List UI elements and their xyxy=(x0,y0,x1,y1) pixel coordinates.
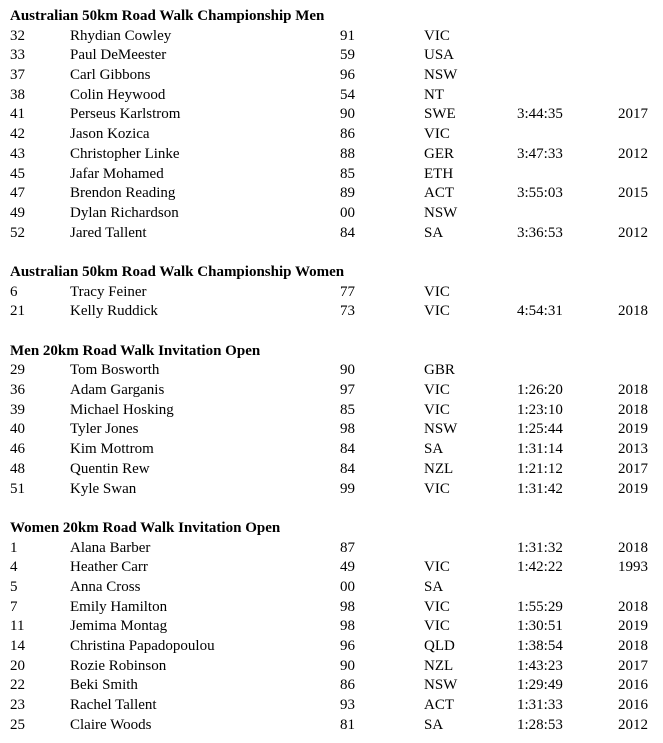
state-code: GER xyxy=(424,145,454,162)
best-time-year: 2018 xyxy=(618,638,648,654)
entry-row xyxy=(0,204,663,224)
event-title: Women 20km Road Walk Invitation Open xyxy=(10,519,281,536)
birth-year: 84 xyxy=(340,224,355,241)
bib-number: 51 xyxy=(10,480,25,497)
athlete-name: Heather Carr xyxy=(70,559,148,576)
bib-number: 48 xyxy=(10,460,25,477)
bib-number: 4 xyxy=(10,559,18,576)
athlete-name: Anna Cross xyxy=(70,578,141,595)
best-time-year: 2019 xyxy=(618,421,648,438)
athlete-name: Alana Barber xyxy=(70,539,151,556)
state-code: ACT xyxy=(424,697,454,714)
best-time-year: 2015 xyxy=(618,185,648,202)
entry-row xyxy=(0,420,663,440)
entry-row xyxy=(0,361,663,381)
bib-number: 6 xyxy=(10,283,18,300)
entry-row xyxy=(0,302,663,322)
birth-year: 73 xyxy=(340,303,355,320)
state-code: SWE xyxy=(424,106,456,123)
entry-row xyxy=(0,66,663,86)
birth-year: 93 xyxy=(340,697,355,714)
entry-row xyxy=(0,283,663,303)
state-code: NZL xyxy=(424,460,454,477)
entry-row xyxy=(0,617,663,637)
athlete-name: Tyler Jones xyxy=(70,421,139,438)
best-time-year: 2017 xyxy=(618,460,648,477)
best-time-year: 2012 xyxy=(618,145,648,162)
birth-year: 54 xyxy=(340,86,355,103)
best-time: 4:54:31 xyxy=(517,303,563,320)
entry-row xyxy=(0,696,663,716)
section-spacer xyxy=(0,243,663,263)
best-time: 3:44:35 xyxy=(517,106,563,123)
entry-row xyxy=(0,105,663,125)
entry-row xyxy=(0,86,663,106)
athlete-name: Colin Heywood xyxy=(70,86,166,103)
athlete-name: Michael Hosking xyxy=(70,401,174,418)
birth-year: 87 xyxy=(340,539,355,556)
best-time: 3:55:03 xyxy=(517,185,563,202)
birth-year: 89 xyxy=(340,185,355,202)
athlete-name: Adam Garganis xyxy=(70,382,165,399)
state-code: USA xyxy=(424,47,455,64)
entry-row xyxy=(0,480,663,500)
birth-year: 96 xyxy=(340,67,355,84)
birth-year: 97 xyxy=(340,382,355,399)
state-code: NT xyxy=(424,86,444,103)
birth-year: 88 xyxy=(340,145,355,162)
state-code: NSW xyxy=(424,67,458,84)
bib-number: 45 xyxy=(10,165,25,182)
entry-row xyxy=(0,460,663,480)
athlete-name: Rozie Robinson xyxy=(70,657,167,674)
best-time-year: 2019 xyxy=(618,480,648,497)
birth-year: 98 xyxy=(340,618,355,635)
athlete-name: Claire Woods xyxy=(70,716,152,733)
best-time: 3:36:53 xyxy=(517,224,563,241)
birth-year: 98 xyxy=(340,598,355,615)
birth-year: 86 xyxy=(340,677,355,694)
birth-year: 00 xyxy=(340,204,355,221)
athlete-name: Dylan Richardson xyxy=(70,204,179,221)
athlete-name: Emily Hamilton xyxy=(70,598,168,615)
state-code: SA xyxy=(424,578,444,595)
bib-number: 37 xyxy=(10,67,25,84)
entry-row xyxy=(0,27,663,47)
bib-number: 1 xyxy=(10,539,18,556)
state-code: NSW xyxy=(424,421,458,438)
state-code: NSW xyxy=(424,677,458,694)
athlete-name: Jafar Mohamed xyxy=(70,165,164,182)
best-time-year: 2016 xyxy=(618,677,648,694)
section-spacer xyxy=(0,322,663,342)
bib-number: 21 xyxy=(10,303,25,320)
best-time-year: 2019 xyxy=(618,618,648,635)
entry-row xyxy=(0,184,663,204)
best-time: 1:31:32 xyxy=(517,539,563,556)
event-title: Australian 50km Road Walk Championship Women xyxy=(10,263,345,280)
athlete-name: Brendon Reading xyxy=(70,185,176,202)
entry-row xyxy=(0,145,663,165)
athlete-name: Jason Kozica xyxy=(70,126,150,143)
entry-row xyxy=(0,125,663,145)
birth-year: 98 xyxy=(340,421,355,438)
entry-row xyxy=(0,440,663,460)
state-code: NSW xyxy=(424,204,458,221)
bib-number: 29 xyxy=(10,362,25,379)
bib-number: 46 xyxy=(10,441,25,458)
bib-number: 11 xyxy=(10,618,25,635)
athlete-name: Christina Papadopoulou xyxy=(70,638,215,654)
state-code: VIC xyxy=(424,303,450,320)
athlete-name: Kelly Ruddick xyxy=(70,303,158,320)
best-time-year: 2016 xyxy=(618,697,648,714)
bib-number: 22 xyxy=(10,677,25,694)
bib-number: 43 xyxy=(10,145,25,162)
state-code: VIC xyxy=(424,126,450,143)
birth-year: 85 xyxy=(340,401,355,418)
bib-number: 14 xyxy=(10,638,25,654)
birth-year: 85 xyxy=(340,165,355,182)
event-title: Men 20km Road Walk Invitation Open xyxy=(10,342,261,359)
athlete-name: Christopher Linke xyxy=(70,145,180,162)
bib-number: 23 xyxy=(10,697,25,714)
birth-year: 49 xyxy=(340,559,355,576)
entry-row xyxy=(0,578,663,598)
athlete-name: Carl Gibbons xyxy=(70,67,151,84)
best-time: 1:31:14 xyxy=(517,441,563,458)
entry-row xyxy=(0,381,663,401)
bib-number: 52 xyxy=(10,224,25,241)
birth-year: 59 xyxy=(340,47,355,64)
birth-year: 00 xyxy=(340,578,355,595)
event-section xyxy=(0,342,663,500)
best-time-year: 2018 xyxy=(618,303,648,320)
entry-row xyxy=(0,598,663,618)
event-section xyxy=(0,263,663,322)
best-time: 1:26:20 xyxy=(517,382,563,399)
state-code: NZL xyxy=(424,657,454,674)
birth-year: 90 xyxy=(340,106,355,123)
best-time-year: 2012 xyxy=(618,224,648,241)
best-time-year: 2018 xyxy=(618,401,648,418)
birth-year: 84 xyxy=(340,441,355,458)
athlete-name: Rachel Tallent xyxy=(70,697,157,714)
state-code: SA xyxy=(424,441,444,458)
bib-number: 7 xyxy=(10,598,18,615)
birth-year: 91 xyxy=(340,27,355,44)
best-time: 1:55:29 xyxy=(517,598,563,615)
state-code: VIC xyxy=(424,559,450,576)
state-code: VIC xyxy=(424,401,450,418)
best-time: 1:38:54 xyxy=(517,638,563,654)
best-time: 1:29:49 xyxy=(517,677,563,694)
best-time: 1:30:51 xyxy=(517,618,563,635)
bib-number: 20 xyxy=(10,657,25,674)
state-code: GBR xyxy=(424,362,455,379)
entry-row xyxy=(0,539,663,559)
best-time: 1:23:10 xyxy=(517,401,563,418)
bib-number: 36 xyxy=(10,382,25,399)
entry-row xyxy=(0,716,663,736)
event-section xyxy=(0,519,663,736)
state-code: VIC xyxy=(424,283,450,300)
bib-number: 42 xyxy=(10,126,25,143)
birth-year: 99 xyxy=(340,480,355,497)
birth-year: 84 xyxy=(340,460,355,477)
birth-year: 81 xyxy=(340,716,355,733)
best-time: 1:21:12 xyxy=(517,460,563,477)
athlete-name: Beki Smith xyxy=(70,677,138,694)
athlete-name: Jared Tallent xyxy=(70,224,147,241)
birth-year: 96 xyxy=(340,638,355,654)
entry-row xyxy=(0,165,663,185)
bib-number: 38 xyxy=(10,86,25,103)
bib-number: 47 xyxy=(10,185,25,202)
birth-year: 77 xyxy=(340,283,355,300)
athlete-name: Perseus Karlstrom xyxy=(70,106,181,123)
section-spacer xyxy=(0,499,663,519)
state-code: VIC xyxy=(424,382,450,399)
best-time: 1:25:44 xyxy=(517,421,563,438)
bib-number: 5 xyxy=(10,578,18,595)
athlete-name: Kim Mottrom xyxy=(70,441,154,458)
best-time: 3:47:33 xyxy=(517,145,563,162)
athlete-name: Paul DeMeester xyxy=(70,47,167,64)
best-time: 1:31:42 xyxy=(517,480,563,497)
state-code: VIC xyxy=(424,618,450,635)
athlete-name: Tom Bosworth xyxy=(70,362,160,379)
bib-number: 41 xyxy=(10,106,25,123)
state-code: ACT xyxy=(424,185,454,202)
athlete-name: Kyle Swan xyxy=(70,480,137,497)
entry-row xyxy=(0,676,663,696)
birth-year: 86 xyxy=(340,126,355,143)
athlete-name: Quentin Rew xyxy=(70,460,150,477)
state-code: SA xyxy=(424,716,444,733)
best-time-year: 2013 xyxy=(618,441,648,458)
best-time: 1:31:33 xyxy=(517,697,563,714)
best-time-year: 2017 xyxy=(618,657,648,674)
athlete-name: Jemima Montag xyxy=(70,618,168,635)
entry-row xyxy=(0,46,663,66)
athlete-name: Tracy Feiner xyxy=(70,283,147,300)
best-time-year: 1993 xyxy=(618,559,648,576)
entry-row xyxy=(0,224,663,244)
entry-row xyxy=(0,637,663,657)
best-time: 1:43:23 xyxy=(517,657,563,674)
best-time: 1:28:53 xyxy=(517,716,563,733)
bib-number: 32 xyxy=(10,27,25,44)
state-code: VIC xyxy=(424,598,450,615)
bib-number: 40 xyxy=(10,421,25,438)
state-code: SA xyxy=(424,224,444,241)
best-time-year: 2017 xyxy=(618,106,648,123)
birth-year: 90 xyxy=(340,362,355,379)
best-time-year: 2018 xyxy=(618,382,648,399)
athlete-name: Rhydian Cowley xyxy=(70,27,172,44)
state-code: ETH xyxy=(424,165,454,182)
best-time-year: 2012 xyxy=(618,716,648,733)
entry-row xyxy=(0,657,663,677)
birth-year: 90 xyxy=(340,657,355,674)
bib-number: 25 xyxy=(10,716,25,733)
entry-row xyxy=(0,401,663,421)
bib-number: 33 xyxy=(10,47,25,64)
best-time-year: 2018 xyxy=(618,598,648,615)
state-code: VIC xyxy=(424,480,450,497)
state-code: VIC xyxy=(424,27,450,44)
event-title: Australian 50km Road Walk Championship Men xyxy=(10,8,325,24)
event-section xyxy=(0,7,663,243)
entry-row xyxy=(0,558,663,578)
bib-number: 39 xyxy=(10,401,25,418)
bib-number: 49 xyxy=(10,204,25,221)
state-code: QLD xyxy=(424,638,455,654)
best-time: 1:42:22 xyxy=(517,559,563,576)
best-time-year: 2018 xyxy=(618,539,648,556)
